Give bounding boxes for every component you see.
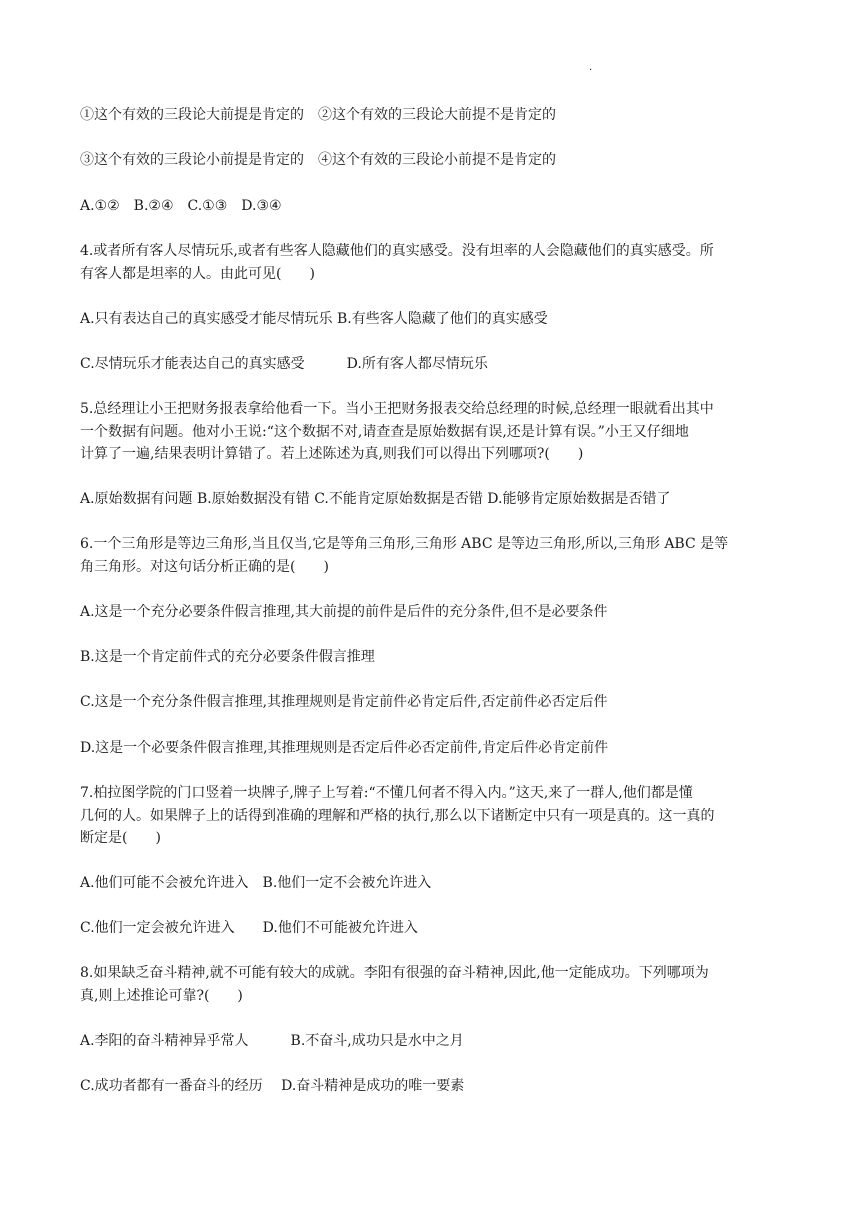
question-6-option-b: B.这是一个肯定前件式的充分必要条件假言推理: [80, 649, 375, 665]
question-5-options: A.原始数据有问题 B.原始数据没有错 C.不能肯定原始数据是否错 D.能够肯定原始数据是否错了: [80, 491, 671, 507]
question-8-options-row-1: A.李阳的奋斗精神异乎常人 B.不奋斗,成功只是水中之月: [80, 1033, 464, 1049]
premise-options: A.①② B.②④ C.①③ D.③④: [80, 198, 282, 214]
question-6-option-c: C.这是一个充分条件假言推理,其推理规则是肯定前件必肯定后件,否定前件必否定后件: [80, 694, 608, 710]
premise-line-1: ①这个有效的三段论大前提是肯定的 ②这个有效的三段论大前提不是肯定的: [80, 107, 556, 123]
question-7-stem: 7.柏拉图学院的门口竖着一块牌子,牌子上写着:“不懂几何者不得入内。”这天,来了一群人,他们都是懂 几何的人。如果牌子上的话得到准确的理解和严格的执行,那么以下诸断定中只有一项是真的。这一真的 断定是( ): [80, 785, 715, 846]
question-6-option-d: D.这是一个必要条件假言推理,其推理规则是否定后件必否定前件,肯定后件必肯定前件: [80, 740, 609, 756]
question-7-options-row-2: C.他们一定会被允许进入 D.他们不可能被允许进入: [80, 920, 418, 936]
question-6-stem: 6.一个三角形是等边三角形,当且仅当,它是等角三角形,三角形 ABC 是等边三角形,所以,三角形 ABC 是等 角三角形。对这句话分析正确的是( ): [80, 536, 729, 575]
question-4-options-row-2: C.尽情玩乐才能表达自己的真实感受 D.所有客人都尽情玩乐: [80, 356, 488, 372]
header-mark: ·: [589, 65, 593, 76]
question-6-option-a: A.这是一个充分必要条件假言推理,其大前提的前件是后件的充分条件,但不是必要条件: [80, 604, 608, 620]
question-8-options-row-2: C.成功者都有一番奋斗的经历 D.奋斗精神是成功的唯一要素: [80, 1078, 465, 1094]
question-7-options-row-1: A.他们可能不会被允许进入 B.他们一定不会被允许进入: [80, 875, 432, 891]
question-4-stem: 4.或者所有客人尽情玩乐,或者有些客人隐藏他们的真实感受。没有坦率的人会隐藏他们的真实感受。所 有客人都是坦率的人。由此可见( ): [80, 243, 714, 282]
question-5-stem: 5.总经理让小王把财务报表拿给他看一下。当小王把财务报表交给总经理的时候,总经理一眼就看出其中 一个数据有问题。他对小王说:“这个数据不对,请查查是原始数据有误,还是计算有误。”小王又仔细地 计算了一遍,结果表明计算错了。若上述陈述为真,则我们可以得出下列哪项?( ): [80, 401, 714, 462]
premise-line-2: ③这个有效的三段论小前提是肯定的 ④这个有效的三段论小前提不是肯定的: [80, 152, 556, 168]
question-4-options-row-1: A.只有表达自己的真实感受才能尽情玩乐 B.有些客人隐藏了他们的真实感受: [80, 311, 548, 327]
question-8-stem: 8.如果缺乏奋斗精神,就不可能有较大的成就。李阳有很强的奋斗精神,因此,他一定能成功。下列哪项为 真,则上述推论可靠?( ): [80, 965, 709, 1004]
